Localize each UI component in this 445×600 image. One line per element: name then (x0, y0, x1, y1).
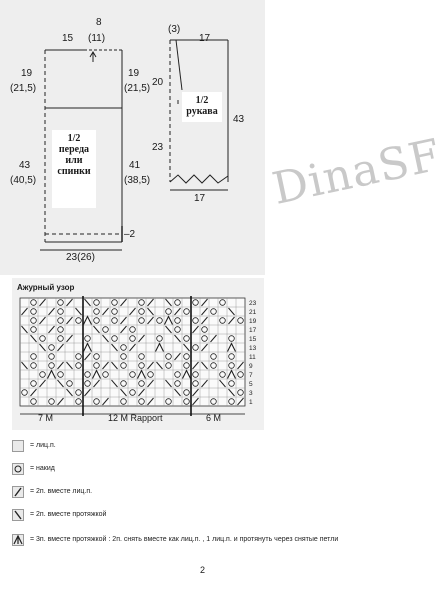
dim-sleeve-top: 17 (199, 33, 211, 44)
sleeve-cap-line (176, 40, 182, 90)
row-number: 23 (249, 300, 257, 307)
dim-side-left-alt: (40,5) (10, 175, 37, 186)
dim-sleeve-top-small: (3) (168, 24, 181, 35)
dim-hem-marker: –2 (124, 229, 136, 240)
row-number: 9 (249, 363, 253, 370)
legend-row (12, 534, 402, 558)
row-number: 11 (249, 354, 256, 361)
body-piece-label (52, 130, 96, 208)
sk2p-icon (12, 534, 24, 546)
legend-row (12, 463, 402, 477)
legend-text: = 2п. вместе лиц.п. (30, 488, 93, 495)
legend-row (12, 486, 402, 500)
dim-sleeve-length-left: 23 (152, 142, 164, 153)
body-label-line: 1/2 (67, 133, 81, 144)
legend-row (12, 440, 402, 454)
knit-icon (12, 440, 24, 452)
dim-side-left: 43 (19, 160, 31, 171)
repeat-label-left: 7 M (38, 413, 54, 423)
row-number: 21 (249, 309, 257, 316)
dim-armhole-right-alt: (21,5) (124, 83, 151, 94)
row-number: 7 (249, 372, 253, 379)
watermark: DinaSF (268, 129, 445, 215)
row-number: 3 (249, 390, 253, 397)
dim-sleeve-length-right: 43 (233, 114, 245, 125)
dim-armhole-left: 19 (21, 68, 33, 79)
dim-body-width: 23(26) (66, 252, 95, 263)
row-number: 1 (249, 399, 253, 406)
body-label-line: переда (58, 144, 90, 155)
legend-text: = лиц.п. (30, 442, 56, 449)
yarn-over-icon (12, 463, 24, 475)
repeat-label-right: 6 M (206, 413, 222, 423)
dim-armhole-left-alt: (21,5) (10, 83, 37, 94)
dim-side-right: 41 (129, 160, 141, 171)
row-number: 13 (249, 345, 257, 352)
dim-sleeve-cap: 20 (152, 77, 164, 88)
dim-neck: 8 (96, 17, 102, 28)
row-number: 19 (249, 318, 257, 325)
dim-neck-alt: (11) (88, 33, 106, 44)
dim-sleeve-bottom: 17 (194, 193, 206, 204)
legend-text: = накид (30, 465, 55, 472)
legend-text: = 3п. вместе протяжкой : 2п. снять вместе как лиц.п. , 1 лиц.п. и протянуть через снятые петли (30, 536, 339, 543)
k2tog-tbl-icon (12, 509, 24, 521)
repeat-label-rapport: 12 M Rapport (108, 413, 163, 423)
row-number: 17 (249, 327, 257, 334)
sleeve-label-line: 1/2 (195, 95, 209, 106)
legend-text: = 2п. вместе протяжкой (30, 511, 107, 518)
row-number: 5 (249, 381, 253, 388)
dim-armhole-right: 19 (128, 68, 140, 79)
sleeve-piece-label (182, 92, 222, 122)
dim-side-right-alt: (38,5) (124, 175, 151, 186)
stitch-chart (12, 278, 272, 428)
page-number: 2 (200, 565, 206, 575)
legend-row (12, 509, 402, 523)
body-label-line: или (65, 155, 83, 166)
sleeve-scallop-edge (170, 175, 228, 183)
dim-shoulder: 15 (62, 33, 74, 44)
sleeve-label-line: рукава (186, 106, 218, 117)
body-label-line: спинки (57, 166, 91, 177)
chart-title: Ажурный узор (17, 283, 75, 292)
k2tog-icon (12, 486, 24, 498)
row-number: 15 (249, 336, 257, 343)
